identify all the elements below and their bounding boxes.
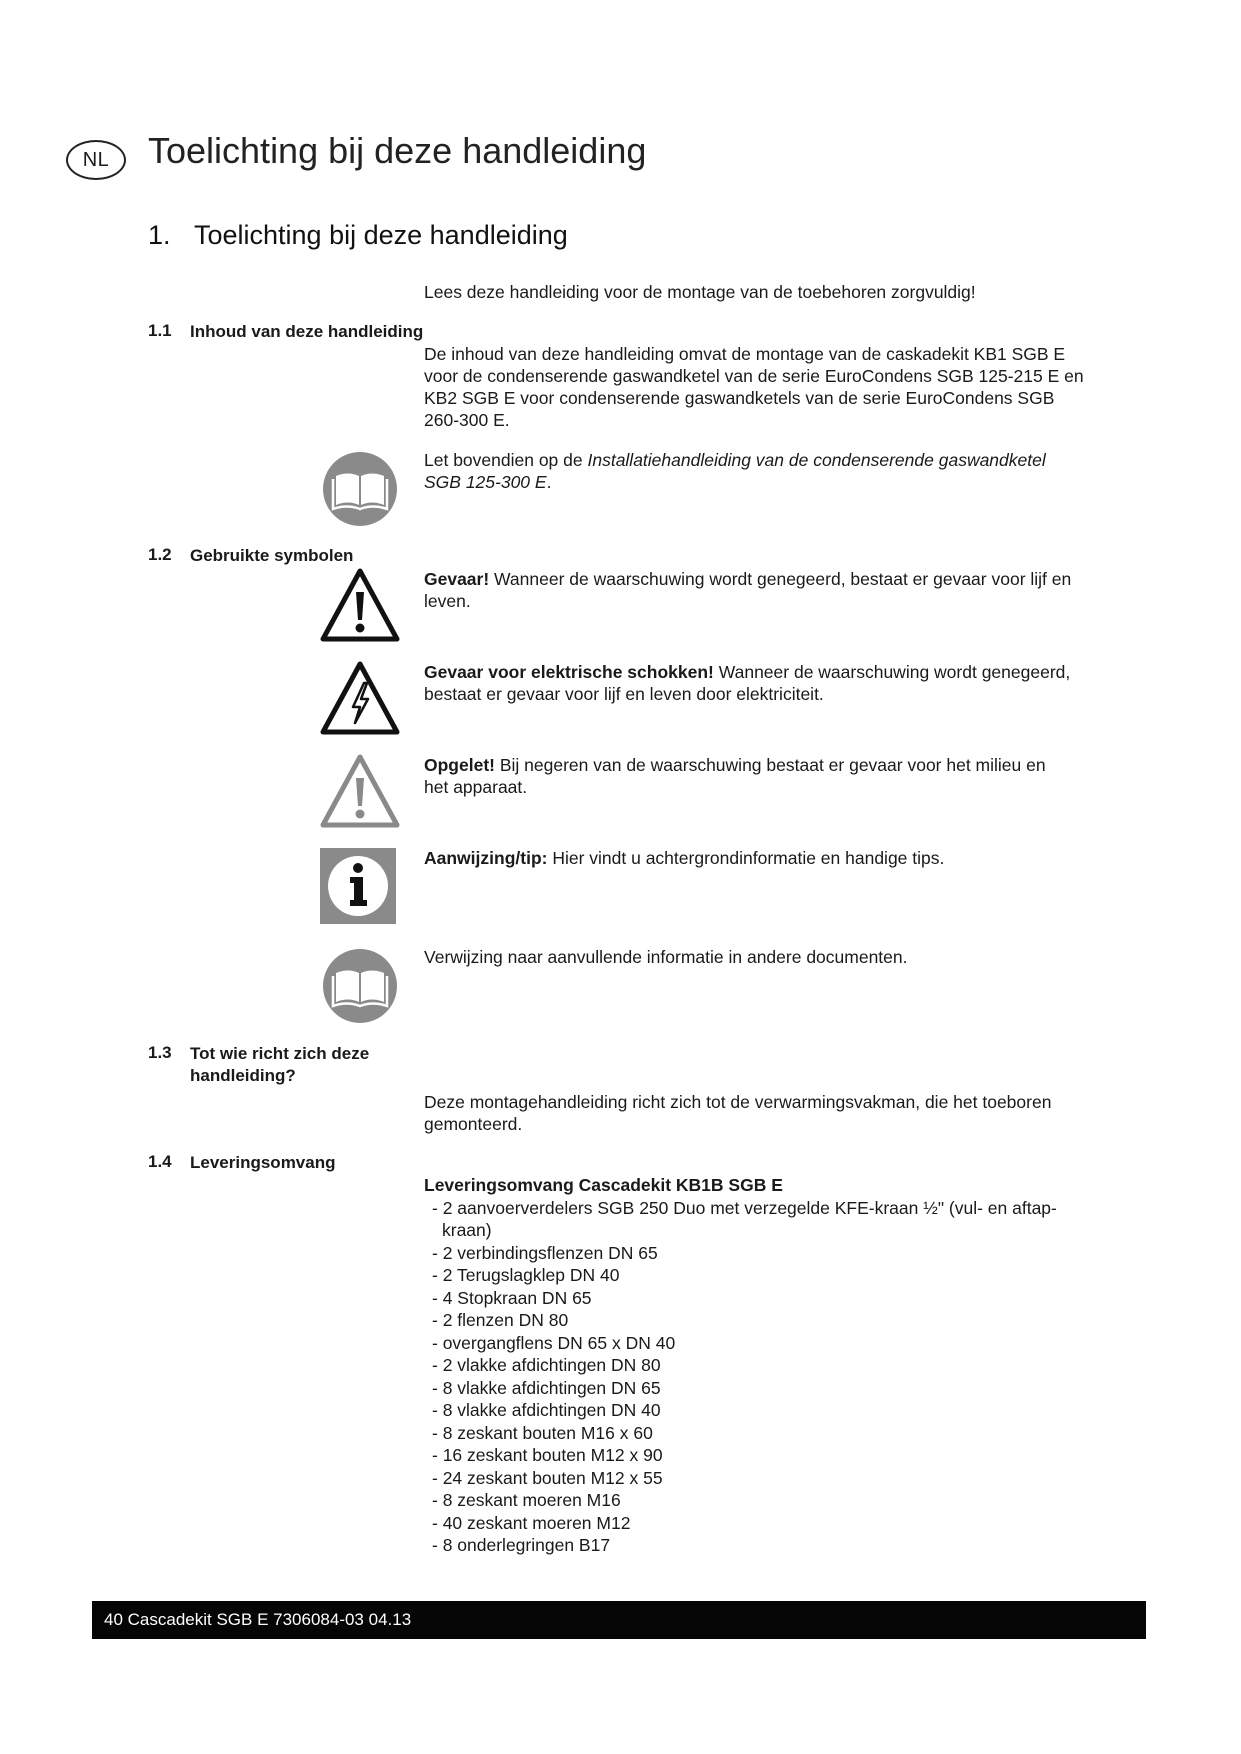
list-item: - 8 vlakke afdichtingen DN 40 (424, 1399, 1074, 1422)
reference-note: Let bovendien op de Installatiehandleiding van de condenserende gaswandketel SGB 125-300 E. (424, 450, 1046, 492)
subsection-heading-1-1: 1.1 Inhoud van deze handleiding (148, 321, 424, 341)
section-heading: 1. Toelichting bij deze handleiding (148, 220, 568, 250)
delivery-list (424, 1197, 1074, 1557)
list-item: - 2 Terugslagklep DN 40 (424, 1264, 1074, 1287)
list-item: - 4 Stopkraan DN 65 (424, 1287, 1074, 1310)
book-icon (320, 946, 400, 1026)
list-item: - 8 vlakke afdichtingen DN 65 (424, 1377, 1074, 1400)
caution-icon (320, 752, 400, 832)
subsection-heading-1-4: 1.4 Leveringsomvang (148, 1152, 336, 1172)
warning-icon (320, 566, 400, 646)
symbol-description: Aanwijzing/tip: Hier vindt u achtergrondinformatie en handige tips. (424, 848, 945, 868)
subsection-heading-1-2: 1.2 Gebruikte symbolen (148, 545, 354, 565)
electric-shock-icon (320, 659, 400, 739)
list-item: - 2 verbindingsflenzen DN 65 (424, 1242, 1074, 1265)
list-item: - overgangflens DN 65 x DN 40 (424, 1332, 1074, 1355)
list-item: - 8 zeskant moeren M16 (424, 1489, 1074, 1512)
list-item: - 16 zeskant bouten M12 x 90 (424, 1444, 1074, 1467)
language-badge: NL (66, 140, 126, 180)
symbol-description: Gevaar voor elektrische schokken! Wanneer de waarschuwing wordt genegeerd, bestaat er gevaar voor lijf en leven door elektriciteit. (424, 662, 1071, 704)
info-icon (320, 848, 396, 924)
list-item: - 24 zeskant bouten M12 x 55 (424, 1467, 1074, 1490)
book-icon (320, 449, 400, 529)
list-item: - 8 onderlegringen B17 (424, 1534, 1074, 1557)
symbol-description: Gevaar! Wanneer de waarschuwing wordt genegeerd, bestaat er gevaar voor lijf en leven. (424, 569, 1072, 611)
page-title: Toelichting bij deze handleiding (148, 130, 647, 171)
delivery-scope: Leveringsomvang Cascadekit KB1B SGB E - 2 aanvoerverdelers SGB 250 Duo met verzegelde KFE-kraan ½" (vul- en aftap-kraan) - 2 verbindingsflenzen DN 65 - 2 Terugslagklep DN 40 - 4 Stopkraan DN 65 - 2 flenzen DN 80 - overgangflens DN 65 x DN 40 - 2 vlakke afdichtingen DN 80 - 8 vlakke afdichtingen DN 65 - 8 vlakke afdichtingen DN 40 - 8 zeskant bouten M16 x 60 - 16 zeskant bouten M12 x 90 - 24 zeskant bouten M12 x 55 - 8 zeskant moeren M16 - 40 zeskant moeren M12 - 8 onderlegringen B17 (424, 1174, 1074, 1557)
subsection-heading-1-3: 1.3 Tot wie richt zich deze handleiding? (148, 1043, 370, 1085)
list-item: - 2 aanvoerverdelers SGB 250 Duo met verzegelde KFE-kraan ½" (vul- en aftap-kraan) (424, 1197, 1074, 1242)
list-item: - 2 vlakke afdichtingen DN 80 (424, 1354, 1074, 1377)
symbol-description: Verwijzing naar aanvullende informatie in andere documenten. (424, 947, 908, 967)
audience-paragraph: Deze montagehandleiding richt zich tot de verwarmingsvakman, die het toeboren gemonteerd. (424, 1092, 1052, 1134)
symbol-description: Opgelet! Bij negeren van de waarschuwing bestaat er gevaar voor het milieu en het apparaat. (424, 755, 1046, 797)
intro-text: Lees deze handleiding voor de montage van de toebehoren zorgvuldig! (424, 282, 976, 302)
list-item: - 40 zeskant moeren M12 (424, 1512, 1074, 1535)
page-footer: 40 Cascadekit SGB E 7306084-03 04.13 (92, 1601, 1146, 1639)
content-paragraph: De inhoud van deze handleiding omvat de montage van de caskadekit KB1 SGB E voor de condenserende gaswandketel van de serie EuroCondens SGB 125-215 E en KB2 SGB E voor condenserende gaswandketels van de serie EuroCondens SGB 260-300 E. (424, 344, 1084, 430)
list-item: - 2 flenzen DN 80 (424, 1309, 1074, 1332)
list-item: - 8 zeskant bouten M16 x 60 (424, 1422, 1074, 1445)
